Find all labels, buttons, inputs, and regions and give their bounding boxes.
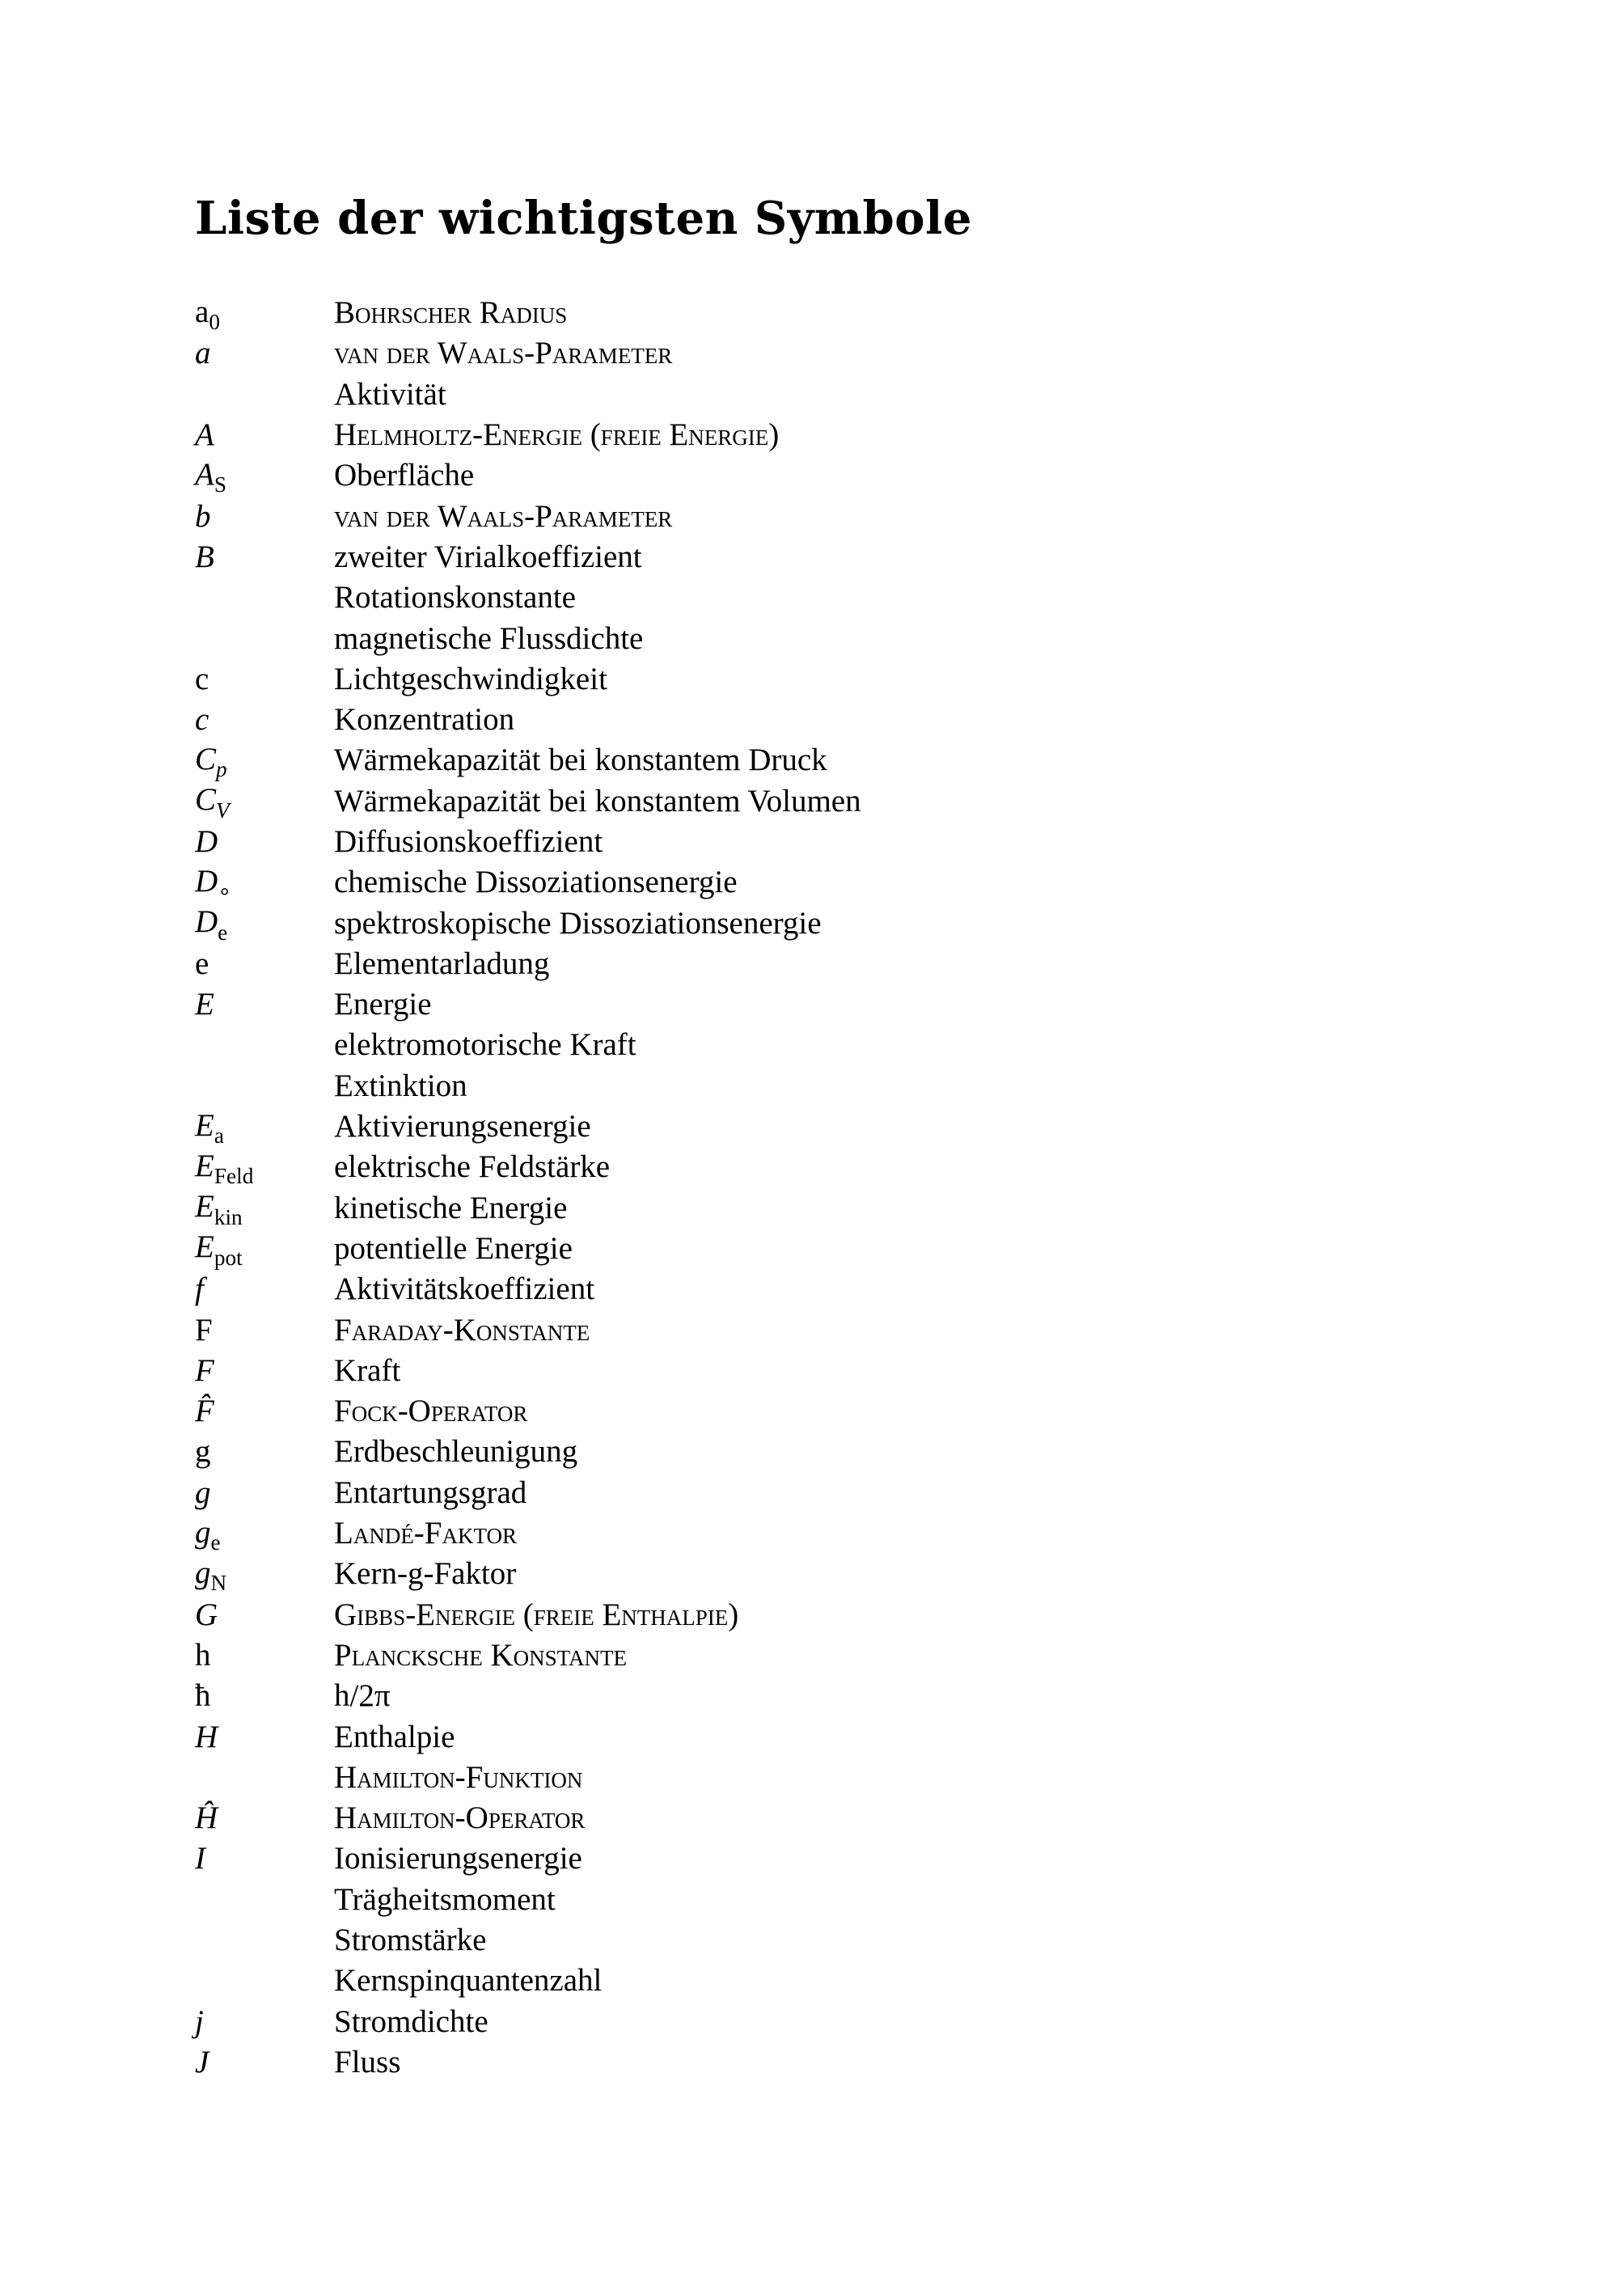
description: Extinktion bbox=[334, 1068, 467, 1103]
list-item bbox=[195, 1961, 861, 2001]
symbol: f bbox=[195, 1271, 204, 1307]
description: Wärmekapazität bei konstantem Volumen bbox=[334, 783, 861, 819]
description: Fluss bbox=[334, 2044, 401, 2079]
list-item bbox=[195, 577, 861, 618]
list-item bbox=[195, 1595, 861, 1635]
description: Lichtgeschwindigkeit bbox=[334, 661, 607, 696]
description: Ionisierungsenergie bbox=[334, 1841, 582, 1876]
list-item bbox=[195, 1188, 861, 1229]
page-title: Liste der wichtigsten Symbole bbox=[195, 192, 972, 245]
symbol: $g_e$ bbox=[195, 1514, 221, 1555]
description: Konzentration bbox=[334, 702, 515, 738]
description: Bohrscher Radius bbox=[334, 295, 568, 331]
symbol: $E_{kin}$ bbox=[195, 1189, 243, 1229]
list-item bbox=[195, 618, 861, 658]
symbol: I bbox=[195, 1841, 205, 1876]
description: potentielle Energie bbox=[334, 1230, 573, 1266]
description: Energie bbox=[334, 987, 432, 1022]
list-item bbox=[195, 1147, 861, 1187]
symbol: $D_\circ$ bbox=[195, 863, 232, 904]
description: Aktivierungsenergie bbox=[334, 1109, 591, 1144]
description: Kern-g-Faktor bbox=[334, 1556, 517, 1592]
description: Plancksche Konstante bbox=[334, 1637, 627, 1673]
list-item bbox=[195, 1676, 861, 1716]
description: Aktivität bbox=[334, 376, 446, 412]
symbol: $D_e$ bbox=[195, 904, 228, 945]
list-item bbox=[195, 1309, 861, 1350]
description: Aktivitätskoeffizient bbox=[334, 1271, 595, 1307]
symbol: $a_0$ bbox=[195, 294, 220, 335]
list-item bbox=[195, 1716, 861, 1757]
list-item bbox=[195, 781, 861, 822]
list-item bbox=[195, 1391, 861, 1432]
description: elektromotorische Kraft bbox=[334, 1027, 636, 1063]
description: chemische Dissoziationsenergie bbox=[334, 865, 738, 900]
list-item bbox=[195, 1351, 861, 1391]
symbol: E bbox=[195, 987, 214, 1022]
list-item bbox=[195, 2042, 861, 2083]
list-item bbox=[195, 1920, 861, 1961]
description: Landé-Faktor bbox=[334, 1516, 517, 1551]
list-item bbox=[195, 1513, 861, 1554]
list-item bbox=[195, 862, 861, 903]
symbol: Ĥ bbox=[195, 1800, 218, 1836]
list-item bbox=[195, 822, 861, 862]
symbol: c bbox=[195, 702, 209, 738]
symbol: j bbox=[195, 2003, 204, 2039]
symbol: B bbox=[195, 539, 214, 574]
symbol: b bbox=[195, 498, 211, 534]
list-item bbox=[195, 740, 861, 781]
description: Erdbeschleunigung bbox=[334, 1434, 578, 1470]
description: Helmholtz-Energie (freie Energie) bbox=[334, 417, 780, 453]
list-item bbox=[195, 984, 861, 1025]
description: Trägheitsmoment bbox=[334, 1881, 556, 1917]
description: zweiter Virialkoeffizient bbox=[334, 539, 642, 574]
symbol: A bbox=[195, 417, 214, 453]
list-item bbox=[195, 1106, 861, 1147]
list-item bbox=[195, 659, 861, 700]
list-item bbox=[195, 496, 861, 536]
description: Hamilton-Funktion bbox=[334, 1759, 583, 1795]
description: Gibbs-Energie (freie Enthalpie) bbox=[334, 1597, 739, 1632]
symbol: $C_p$ bbox=[195, 741, 227, 782]
symbol: H bbox=[195, 1719, 218, 1754]
list-item bbox=[195, 374, 861, 415]
symbol: $E_a$ bbox=[195, 1107, 224, 1149]
symbol: g bbox=[195, 1434, 211, 1470]
description: Faraday-Konstante bbox=[334, 1312, 590, 1347]
description: Kernspinquantenzahl bbox=[334, 1963, 603, 1999]
symbol: $E_{Feld}$ bbox=[195, 1148, 254, 1189]
description: Rotationskonstante bbox=[334, 580, 576, 616]
symbol: e bbox=[195, 946, 209, 981]
list-item bbox=[195, 1758, 861, 1798]
list-item bbox=[195, 1838, 861, 1879]
description: Oberfläche bbox=[334, 458, 475, 493]
list-item bbox=[195, 333, 861, 374]
list-item bbox=[195, 415, 861, 455]
description: Diffusionskoeffizient bbox=[334, 824, 603, 859]
description: Fock-Operator bbox=[334, 1394, 528, 1429]
symbol: $A_S$ bbox=[195, 456, 227, 497]
description: Hamilton-Operator bbox=[334, 1800, 586, 1836]
symbol: D bbox=[195, 824, 218, 859]
symbol: c bbox=[195, 661, 209, 696]
symbol: g bbox=[195, 1474, 211, 1510]
description: van der Waals-Parameter bbox=[334, 498, 673, 534]
symbol: a bbox=[195, 336, 211, 371]
description: magnetische Flussdichte bbox=[334, 620, 644, 656]
description: Enthalpie bbox=[334, 1719, 455, 1754]
description: kinetische Energie bbox=[334, 1190, 568, 1225]
symbol: G bbox=[195, 1597, 218, 1632]
symbol: F̂ bbox=[195, 1394, 214, 1429]
symbol: F bbox=[195, 1352, 214, 1388]
description: spektroskopische Dissoziationsenergie bbox=[334, 905, 822, 941]
description: Kraft bbox=[334, 1352, 401, 1388]
list-item bbox=[195, 293, 861, 333]
list-item bbox=[195, 1798, 861, 1838]
symbol: $E_{pot}$ bbox=[195, 1229, 243, 1271]
list-item bbox=[195, 700, 861, 740]
list-item bbox=[195, 1432, 861, 1472]
list-item bbox=[195, 1635, 861, 1676]
list-item bbox=[195, 1025, 861, 1065]
description: Elementarladung bbox=[334, 946, 550, 981]
list-item bbox=[195, 2001, 861, 2041]
symbol: F bbox=[195, 1312, 213, 1347]
list-item bbox=[195, 1880, 861, 1920]
symbol: h bbox=[195, 1637, 211, 1673]
list-item bbox=[195, 903, 861, 943]
symbol: J bbox=[195, 2044, 209, 2079]
symbol: ħ bbox=[195, 1678, 211, 1714]
list-item bbox=[195, 1229, 861, 1269]
description: Stromstärke bbox=[334, 1923, 487, 1958]
description: Entartungsgrad bbox=[334, 1474, 527, 1510]
list-item bbox=[195, 1473, 861, 1513]
list-item bbox=[195, 455, 861, 496]
list-item bbox=[195, 537, 861, 577]
symbol: $C_V$ bbox=[195, 782, 230, 823]
description: Wärmekapazität bei konstantem Druck bbox=[334, 742, 827, 778]
description: van der Waals-Parameter bbox=[334, 336, 673, 371]
list-item bbox=[195, 1269, 861, 1309]
description: h/2π bbox=[334, 1678, 391, 1714]
description: elektrische Feldstärke bbox=[334, 1149, 611, 1185]
list-item bbox=[195, 1066, 861, 1106]
list-item bbox=[195, 1554, 861, 1594]
description: Stromdichte bbox=[334, 2003, 488, 2039]
symbol: $g_N$ bbox=[195, 1555, 227, 1596]
symbol-list bbox=[195, 293, 861, 2083]
list-item bbox=[195, 944, 861, 984]
